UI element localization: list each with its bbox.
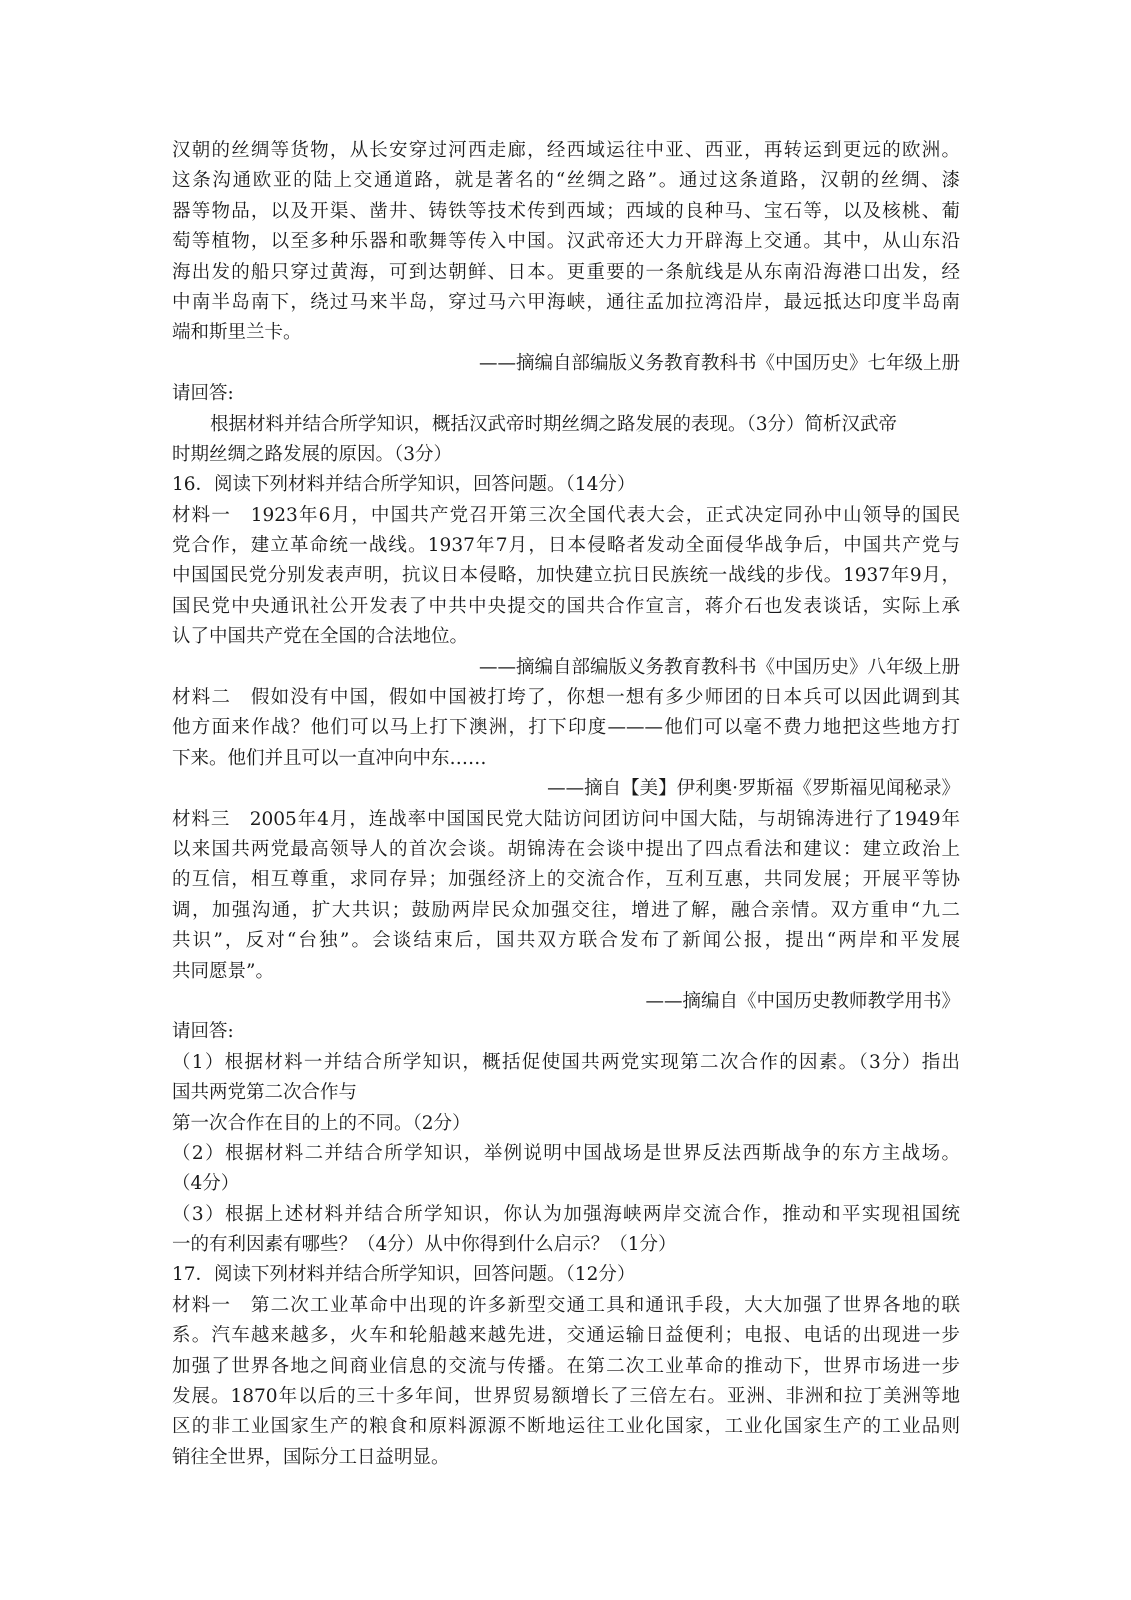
- question-text: （3）根据上述材料并结合所学知识，你认为加强海峡两岸交流合作，推动和平实现祖国统: [172, 1203, 960, 1225]
- text-line: 材料一 第二次工业革命中出现的许多新型交通工具和通讯手段，大大加强了世界各地的联: [172, 1294, 960, 1316]
- text-line: 的互信，相互尊重，求同存异；加强经济上的交流合作，互利互惠，共同发展；开展平等协: [172, 869, 960, 891]
- text-line: 共同愿景”。: [172, 960, 274, 982]
- text-line: 萄等植物，以至多种乐器和歌舞等传入中国。汉武帝还大力开辟海上交通。其中，从山东沿: [172, 231, 960, 253]
- text-line: 汉朝的丝绸等货物，从长安穿过河西走廊，经西域运往中亚、西亚，再转运到更远的欧洲。: [172, 140, 960, 161]
- text-line: 他方面来作战？他们可以马上打下澳洲，打下印度———他们可以毫不费力地把这些地方打: [172, 717, 960, 739]
- source-citation: ——摘编自部编版义务教育教科书《中国历史》八年级上册: [478, 656, 960, 678]
- text-line: 销往全世界，国际分工日益明显。: [172, 1446, 450, 1468]
- question-text: 第一次合作在目的上的不同。（2分）: [172, 1112, 471, 1134]
- source-citation: ——摘自【美】伊利奥·罗斯福《罗斯福见闻秘录》: [547, 778, 960, 800]
- question-prompt: 请回答:: [172, 1021, 234, 1043]
- text-line: 区的非工业国家生产的粮食和原料源源不断地运往工业化国家，工业化国家生产的工业品则: [172, 1416, 960, 1438]
- text-line: 材料一 1923年6月，中国共产党召开第三次全国代表大会，正式决定同孙中山领导的国民: [172, 504, 960, 526]
- question-heading: 16．阅读下列材料并结合所学知识，回答问题。（14分）: [172, 474, 636, 496]
- text-line: 共识”，反对“台独”。会谈结束后，国共双方联合发布了新闻公报，提出“两岸和平发展: [172, 930, 960, 952]
- text-line: 认了中国共产党在全国的合法地位。: [172, 626, 469, 648]
- text-line: 加强了世界各地之间商业信息的交流与传播。在第二次工业革命的推动下，世界市场进一步: [172, 1355, 960, 1377]
- text-line: 下来。他们并且可以一直冲向中东……: [172, 747, 487, 769]
- text-line: 器等物品，以及开渠、凿井、铸铁等技术传到西域；西域的良种马、宝石等，以及核桃、葡: [172, 200, 960, 222]
- question-prompt: 请回答:: [172, 383, 234, 405]
- source-citation: ——摘编自部编版义务教育教科书《中国历史》七年级上册: [478, 352, 960, 374]
- question-heading: 17．阅读下列材料并结合所学知识，回答问题。（12分）: [172, 1264, 636, 1286]
- source-citation: ——摘编自《中国历史教师教学用书》: [645, 990, 960, 1012]
- text-line: 材料三 2005年4月，连战率中国国民党大陆访问团访问中国大陆，与胡锦涛进行了1949年: [172, 808, 960, 830]
- question-text: （4分）: [172, 1173, 240, 1195]
- document-page: [172, 136, 960, 1473]
- text-line: 以来国共两党最高领导人的首次会谈。胡锦涛在会谈中提出了四点看法和建议：建立政治上: [172, 838, 960, 860]
- text-line: 国民党中央通讯社公开发表了中共中央提交的国共合作宣言，蒋介石也发表谈话，实际上承: [172, 595, 960, 617]
- text-line: 端和斯里兰卡。: [172, 322, 302, 344]
- text-line: 党合作，建立革命统一战线。1937年7月，日本侵略者发动全面侵华战争后，中国共产党与: [172, 535, 960, 557]
- text-line: 系。汽车越来越多，火车和轮船越来越先进，交通运输日益便利；电报、电话的出现进一步: [172, 1325, 960, 1347]
- question-text: 根据材料并结合所学知识，概括汉武帝时期丝绸之路发展的表现。（3分）简析汉武帝: [210, 413, 898, 435]
- text-line: 中南半岛南下，绕过马来半岛，穿过马六甲海峡，通往孟加拉湾沿岸，最远抵达印度半岛南: [172, 291, 960, 313]
- question-text: （1）根据材料一并结合所学知识，概括促使国共两党实现第二次合作的因素。（3分）指出: [172, 1051, 960, 1073]
- question-text: 国共两党第二次合作与: [172, 1082, 358, 1104]
- question-text: 时期丝绸之路发展的原因。（3分）: [172, 443, 453, 465]
- text-line: 调，加强沟通，扩大共识；鼓励两岸民众加强交往，增进了解，融合亲情。双方重申“九二: [172, 899, 960, 921]
- text-line: 材料二 假如没有中国，假如中国被打垮了，你想一想有多少师团的日本兵可以因此调到其: [172, 687, 960, 709]
- text-line: 中国国民党分别发表声明，抗议日本侵略，加快建立抗日民族统一战线的步伐。1937年9月，: [172, 565, 960, 587]
- text-line: 这条沟通欧亚的陆上交通道路，就是著名的“丝绸之路”。通过这条道路，汉朝的丝绸、漆: [172, 170, 960, 192]
- text-line: 海出发的船只穿过黄海，可到达朝鲜、日本。更重要的一条航线是从东南沿海港口出发，经: [172, 261, 960, 283]
- text-line: 发展。1870年以后的三十多年间，世界贸易额增长了三倍左右。亚洲、非洲和拉丁美洲等地: [172, 1386, 960, 1408]
- question-text: 一的有利因素有哪些？（4分）从中你得到什么启示？（1分）: [172, 1234, 677, 1256]
- question-text: （2）根据材料二并结合所学知识，举例说明中国战场是世界反法西斯战争的东方主战场。: [172, 1142, 960, 1164]
